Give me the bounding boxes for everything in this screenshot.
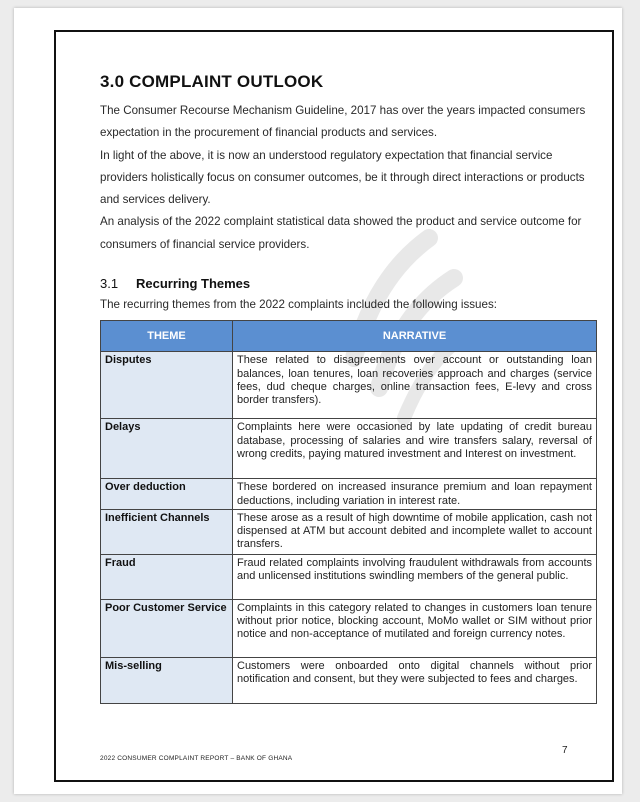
table-header-row — [101, 321, 597, 352]
header-narrative: NARRATIVE — [233, 321, 597, 352]
paragraph-3: An analysis of the 2022 complaint statistical data showed the product and service outcome for consumers of financial service providers. — [100, 215, 582, 251]
theme-cell: Poor Customer Service — [101, 599, 233, 657]
table-row — [101, 509, 597, 554]
narrative-cell: Complaints in this category related to changes in customers loan tenure without prior notice, blocking account, MoMo wallet or SIM without prior notice and non-acceptance of mutilated and foreign currency notes. — [233, 599, 597, 657]
section-heading: 3.0 COMPLAINT OUTLOOK — [100, 72, 324, 91]
table-row — [101, 599, 597, 657]
paragraph-1: The Consumer Recourse Mechanism Guideline, 2017 has over the years impacted consumers expectation in the procurement of financial products and services. — [100, 104, 586, 140]
table-row — [101, 554, 597, 599]
narrative-cell: Complaints here were occasioned by late updating of credit bureau database, processing of salaries and wire transfers salary, reversal of wrong credits, paying matured investment and Interest on investment. — [233, 419, 597, 479]
theme-cell: Inefficient Channels — [101, 509, 233, 554]
page-content — [100, 72, 598, 704]
recurring-themes-table — [100, 320, 597, 703]
theme-cell: Over deduction — [101, 479, 233, 509]
theme-cell: Fraud — [101, 554, 233, 599]
narrative-cell: These arose as a result of high downtime of mobile application, cash not dispensed at ATM but account debited and incomplete wallet to account transfers. — [233, 509, 597, 554]
page-footer: 2022 CONSUMER COMPLAINT REPORT – BANK OF GHANA — [100, 755, 293, 762]
subsection-number: 3.1 — [100, 276, 119, 292]
header-theme: THEME — [101, 321, 233, 352]
theme-cell: Delays — [101, 419, 233, 479]
table-row — [101, 479, 597, 509]
subsection-intro: The recurring themes from the 2022 complaints included the following issues: — [100, 298, 497, 312]
table-row — [101, 657, 597, 703]
subsection-title: Recurring Themes — [136, 276, 251, 292]
theme-cell: Disputes — [101, 352, 233, 419]
theme-cell: Mis-selling — [101, 657, 233, 703]
narrative-cell: Customers were onboarded onto digital channels without prior notification and consent, but they were subjected to fees and charges. — [233, 657, 597, 703]
narrative-cell: These related to disagreements over account or outstanding loan balances, loan tenures, loan recoveries approach and charges (service fees, dud cheque charges, online transaction fees, E-levy and cross border transfers). — [233, 352, 597, 419]
subsection-heading — [100, 276, 598, 291]
document-page — [14, 8, 622, 794]
narrative-cell: Fraud related complaints involving fraudulent withdrawals from accounts and unlicensed institutions swindling members of the general public. — [233, 554, 597, 599]
narrative-cell: These bordered on increased insurance premium and loan repayment deductions, including variation in interest rate. — [233, 479, 597, 509]
page-number: 7 — [562, 745, 568, 756]
paragraph-2: In light of the above, it is now an understood regulatory expectation that financial service providers holistically focus on consumer outcomes, be it through direct interactions or products and services delivery. — [100, 148, 585, 207]
table-row — [101, 419, 597, 479]
table-row — [101, 352, 597, 419]
